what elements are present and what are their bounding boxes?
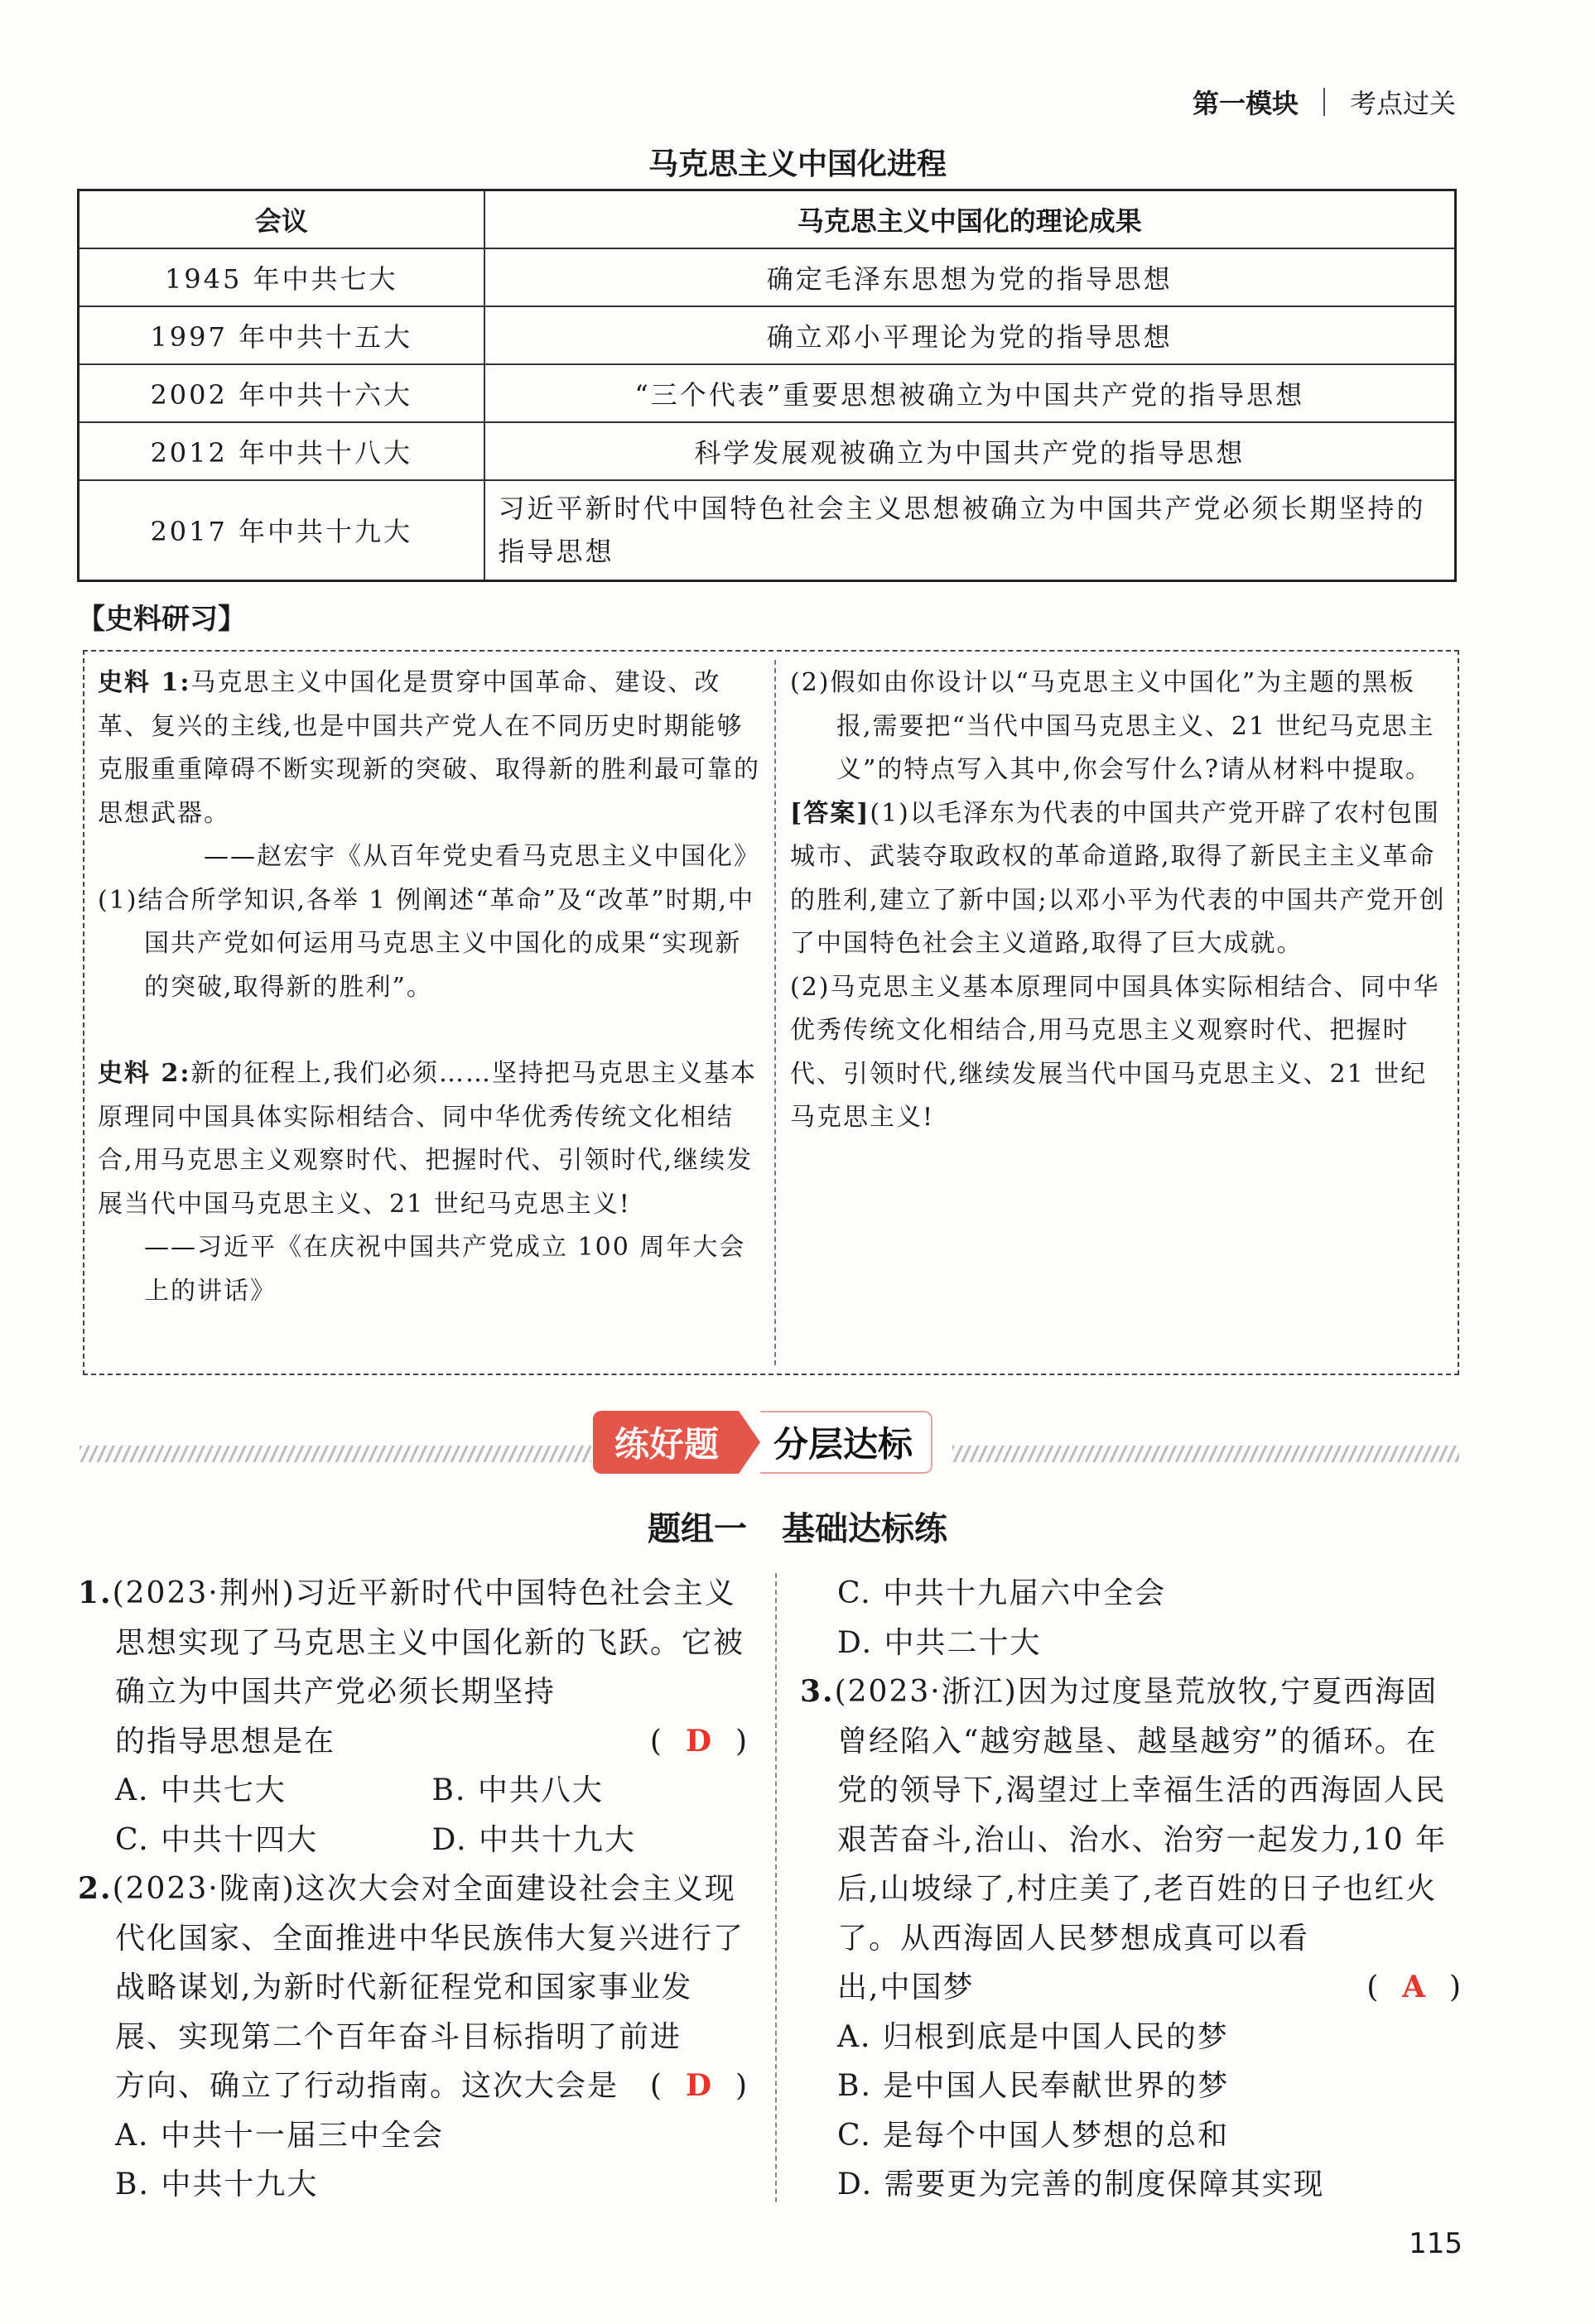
answer-label: [答案] [790,798,870,828]
question-stem: (2023·荆州)习近平新时代中国特色社会主义思想实现了马克思主义中国化新的飞跃。它被确立为中国共产党必须长期坚持 [112,1576,745,1709]
table-cell-result: 习近平新时代中国特色社会主义思想被确立为中国共产党必须长期坚持的指导思想 [484,480,1456,581]
question-stem-tail: 的指导思想是在 [115,1724,336,1759]
question-stem: (2023·陇南)这次大会对全面建设社会主义现代化国家、全面推进中华民族伟大复兴进行了战略谋划,为新时代新征程党和国家事业发展、实现第二个百年奋斗目标指明了前进 [112,1872,745,2054]
banner-left-label: 练好题 [593,1411,739,1474]
option: C. 中共十九届六中全会 [837,1576,1167,1610]
question-number: 3. [800,1674,835,1709]
header-divider [1323,88,1325,116]
table-row [79,422,1456,480]
table-header-result: 马克思主义中国化的理论成果 [484,190,1456,248]
option: A. 中共十一届三中全会 [115,2118,444,2153]
conference-table [77,189,1457,582]
table-header-row [79,190,1456,248]
option: D. 需要更为完善的制度保障其实现 [837,2168,1325,2201]
question-answer-line [115,2062,749,2111]
banner-arrow-icon [739,1411,760,1474]
table-cell-meeting: 1997 年中共十五大 [79,306,484,364]
spacer [98,1009,760,1052]
material-2-text: 新的征程上,我们必须……坚持把马克思主义基本原理同中国具体实际相结合、同中华优秀传统文化相结合,用马克思主义观察时代、把握时代、引领时代,继续发展当代中国马克思主义、21 世纪马克思主义! [98,1059,757,1219]
question-1: (1)结合所学知识,各举 1 例阐述“革命”及“改革”时期,中国共产党如何运用马克思主义中国化的成果“实现新的突破,取得新的胜利”。 [98,885,755,1002]
study-questions-answers [790,662,1449,1140]
group-title: 题组一 基础达标练 [648,1510,947,1548]
question-item [78,1864,749,2111]
table-cell-result: 科学发展观被确立为中国共产党的指导思想 [484,422,1456,480]
option: B. 中共十九大 [115,2168,319,2201]
question-number: 1. [78,1576,113,1610]
table-cell-meeting: 1945 年中共七大 [79,248,484,306]
table-cell-result: 确立邓小平理论为党的指导思想 [484,306,1456,364]
table-title: 马克思主义中国化进程 [648,147,947,181]
question-answer-line [115,1717,749,1767]
question-stem-tail: 方向、确立了行动指南。这次大会是 [115,2069,619,2103]
option: B. 中共八大 [431,1773,604,1807]
study-materials [98,662,760,1313]
questions-column-divider [775,1573,777,2202]
answer-bracket: ( D ) [649,1723,749,1759]
question-item [78,1569,749,1766]
option: D. 中共十九大 [431,1822,636,1857]
option: A. 归根到底是中国人民的梦 [837,2019,1229,2054]
question-answer-line [837,1963,1462,2013]
question-stem-tail: 出,中国梦 [837,1970,975,2004]
answer-choice: D [685,2068,714,2103]
table-cell-meeting: 2017 年中共十九大 [79,480,484,581]
table-cell-meeting: 2012 年中共十八大 [79,422,484,480]
study-box [83,650,1459,1375]
decorative-rule-left [80,1446,591,1462]
material-1 [98,662,760,835]
table-row [79,306,1456,364]
option: D. 中共二十大 [837,1625,1042,1660]
banner-right-label: 分层达标 [760,1411,932,1474]
answer-1-text: (1)以毛泽东为代表的中国共产党开辟了农村包围城市、武装夺取政权的革命道路,取得了新民主主义革命的胜利,建立了新中国;以邓小平为代表的中国共产党开创了中国特色社会主义道路,取得了巨大成就。 [790,798,1446,958]
option-row [78,1816,749,1865]
section-banner [593,1411,932,1474]
option: A. 中共七大 [115,1773,287,1807]
material-2-source: ——习近平《在庆祝中国共产党成立 100 周年大会上的讲话》 [144,1233,746,1306]
section-label: 考点过关 [1349,88,1456,119]
questions-left-column [78,1569,749,2210]
decorative-rule-right [952,1446,1459,1462]
material-2-label: 史料 2: [98,1059,191,1088]
material-1-text: 马克思主义中国化是贯穿中国革命、建设、改革、复兴的主线,也是中国共产党人在不同历史时期能够克服重重障碍不断实现新的突破、取得新的胜利最可靠的思想武器。 [98,668,760,828]
option: C. 是每个中国人梦想的总和 [837,2118,1230,2153]
table-row [79,364,1456,422]
question-number: 2. [78,1871,113,1906]
table-row [79,480,1456,581]
questions-right-column [800,1569,1462,2210]
answer-choice: A [1402,1970,1428,2004]
option: C. 中共十四大 [115,1822,319,1857]
question-stem: (2023·浙江)因为过度垦荒放牧,宁夏西海固曾经陷入“越穷越垦、越垦越穷”的循环。在党的领导下,渴望过上幸福生活的西海固人民艰苦奋斗,治山、治水、治穷一起发力,10 年后,山坡绿了,村庄美了,老百姓的日子也红火了。从西海固人民梦想成真可以看 [834,1675,1448,1956]
answer-bracket: ( D ) [649,2068,749,2103]
question-item [800,1667,1462,2013]
table-cell-result: “三个代表”重要思想被确立为中国共产党的指导思想 [484,364,1456,422]
page-number: 115 [1409,2227,1462,2260]
table-header-meeting: 会议 [79,190,484,248]
table-cell-result: 确定毛泽东思想为党的指导思想 [484,248,1456,306]
answer-1 [790,792,1449,966]
option: B. 是中国人民奉献世界的梦 [837,2069,1230,2103]
material-1-label: 史料 1: [98,668,191,697]
study-section-title: 【史料研习】 [77,603,246,636]
page-header [1193,83,1456,121]
answer-2: (2)马克思主义基本原理同中国具体实际相结合、同中华优秀传统文化相结合,用马克思主义观察时代、把握时代、引领时代,继续发展当代中国马克思主义、21 世纪马克思主义! [790,972,1440,1132]
material-2 [98,1052,760,1226]
module-label: 第一模块 [1192,88,1299,119]
column-divider [774,660,776,1365]
table-row [79,248,1456,306]
table-cell-meeting: 2002 年中共十六大 [79,364,484,422]
answer-choice: D [685,1723,714,1759]
question-2: (2)假如由你设计以“马克思主义中国化”为主题的黑板报,需要把“当代中国马克思主义、21 世纪马克思主义”的特点写入其中,你会写什么?请从材料中提取。 [790,668,1435,784]
option-row [78,1766,749,1816]
answer-bracket: ( A ) [1366,1970,1462,2004]
material-1-source: ——赵宏宇《从百年党史看马克思主义中国化》 [204,842,760,871]
